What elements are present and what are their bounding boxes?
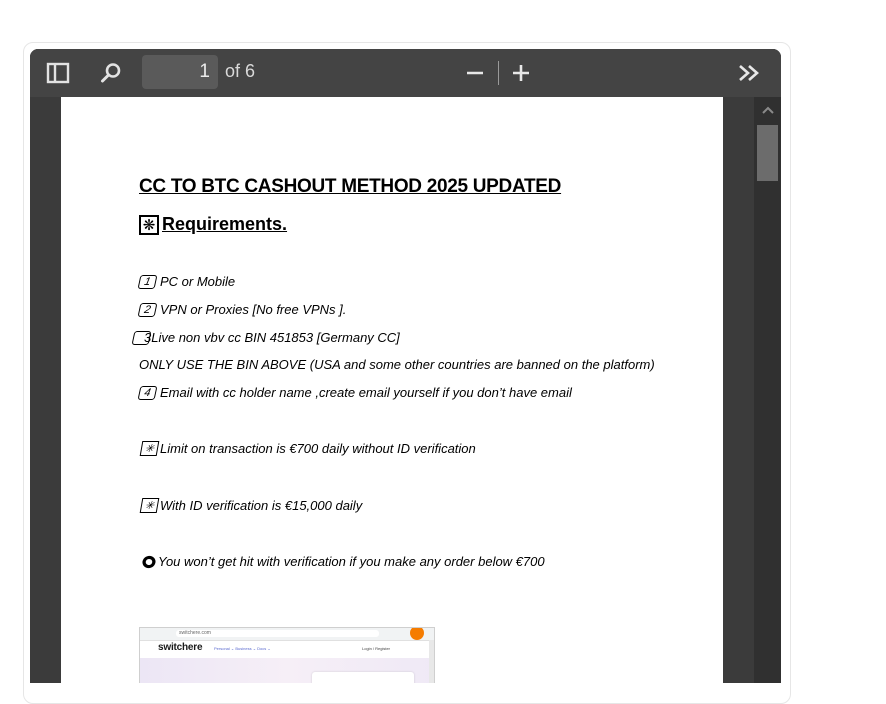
asterisk-box-icon: ❋ <box>139 215 159 235</box>
page-number-input[interactable] <box>142 55 218 89</box>
zoom-divider <box>498 61 499 85</box>
more-tools-button[interactable] <box>734 60 764 86</box>
limit-line <box>141 441 476 456</box>
pdf-viewer <box>30 49 781 683</box>
list-item <box>139 385 572 400</box>
sidebar-toggle-button[interactable] <box>44 60 72 86</box>
double-chevron-right-icon <box>737 63 761 83</box>
list-item-text: PC or Mobile <box>160 274 236 289</box>
browser-bar <box>140 628 434 641</box>
site-nav: Personal ⌄ Business ⌄ Docs ⌄ <box>214 646 271 651</box>
id-verification-text: With ID verification is €15,000 daily <box>160 498 363 513</box>
pdf-toolbar <box>30 49 781 97</box>
number-badge: 2 <box>138 303 158 317</box>
list-item <box>133 330 400 345</box>
list-item-number: 3 <box>144 330 152 345</box>
scroll-up-button[interactable] <box>754 97 781 123</box>
list-item <box>139 274 235 289</box>
chevron-up-icon <box>761 105 775 115</box>
embedded-screenshot <box>139 627 435 683</box>
requirements-title: Requirements. <box>162 214 288 234</box>
orange-dot-icon <box>410 627 424 640</box>
vertical-scrollbar[interactable] <box>754 97 781 683</box>
id-verification-line <box>141 498 362 513</box>
search-icon <box>99 61 123 85</box>
requirements-heading <box>139 214 287 235</box>
list-item <box>139 302 346 317</box>
exchange-card <box>312 672 414 683</box>
star-box-icon: ✳ <box>140 441 160 456</box>
document-area <box>30 97 754 683</box>
verification-note-line <box>143 554 545 569</box>
page-count-label: of 6 <box>225 61 256 81</box>
number-badge: 4 <box>138 386 158 400</box>
plus-icon <box>511 63 531 83</box>
minus-icon <box>465 63 485 83</box>
list-item-text: Email with cc holder name ,create email yourself if you don’t have email <box>160 385 572 400</box>
zoom-in-button[interactable] <box>506 60 536 86</box>
scrollbar-thumb[interactable] <box>757 125 778 181</box>
verification-note-text: You won’t get hit with verification if you make any order below €700 <box>158 554 545 569</box>
circle-bullet-icon <box>141 554 158 570</box>
zoom-out-button[interactable] <box>460 60 490 86</box>
pdf-page <box>61 97 723 683</box>
search-button[interactable] <box>97 60 125 86</box>
document-title: CC TO BTC CASHOUT METHOD 2025 UPDATED <box>139 176 562 197</box>
list-item-text: Live non vbv cc BIN 451853 [Germany CC] <box>151 330 400 345</box>
list-item <box>139 357 655 372</box>
limit-text: Limit on transaction is €700 daily without ID verification <box>160 441 476 456</box>
list-item-text: ONLY USE THE BIN ABOVE (USA and some other countries are banned on the platform) <box>139 357 655 372</box>
brand-logo: switchere <box>158 642 203 653</box>
browser-url: switchere.com <box>176 630 379 637</box>
number-badge: 1 <box>138 275 158 289</box>
number-badge <box>132 331 152 345</box>
star-box-icon: ✳ <box>140 498 160 513</box>
sidebar-toggle-icon <box>46 62 70 84</box>
thumb-scrollbar <box>429 640 434 683</box>
site-login: Login / Register <box>362 646 391 651</box>
list-item-text: VPN or Proxies [No free VPNs ]. <box>160 302 347 317</box>
